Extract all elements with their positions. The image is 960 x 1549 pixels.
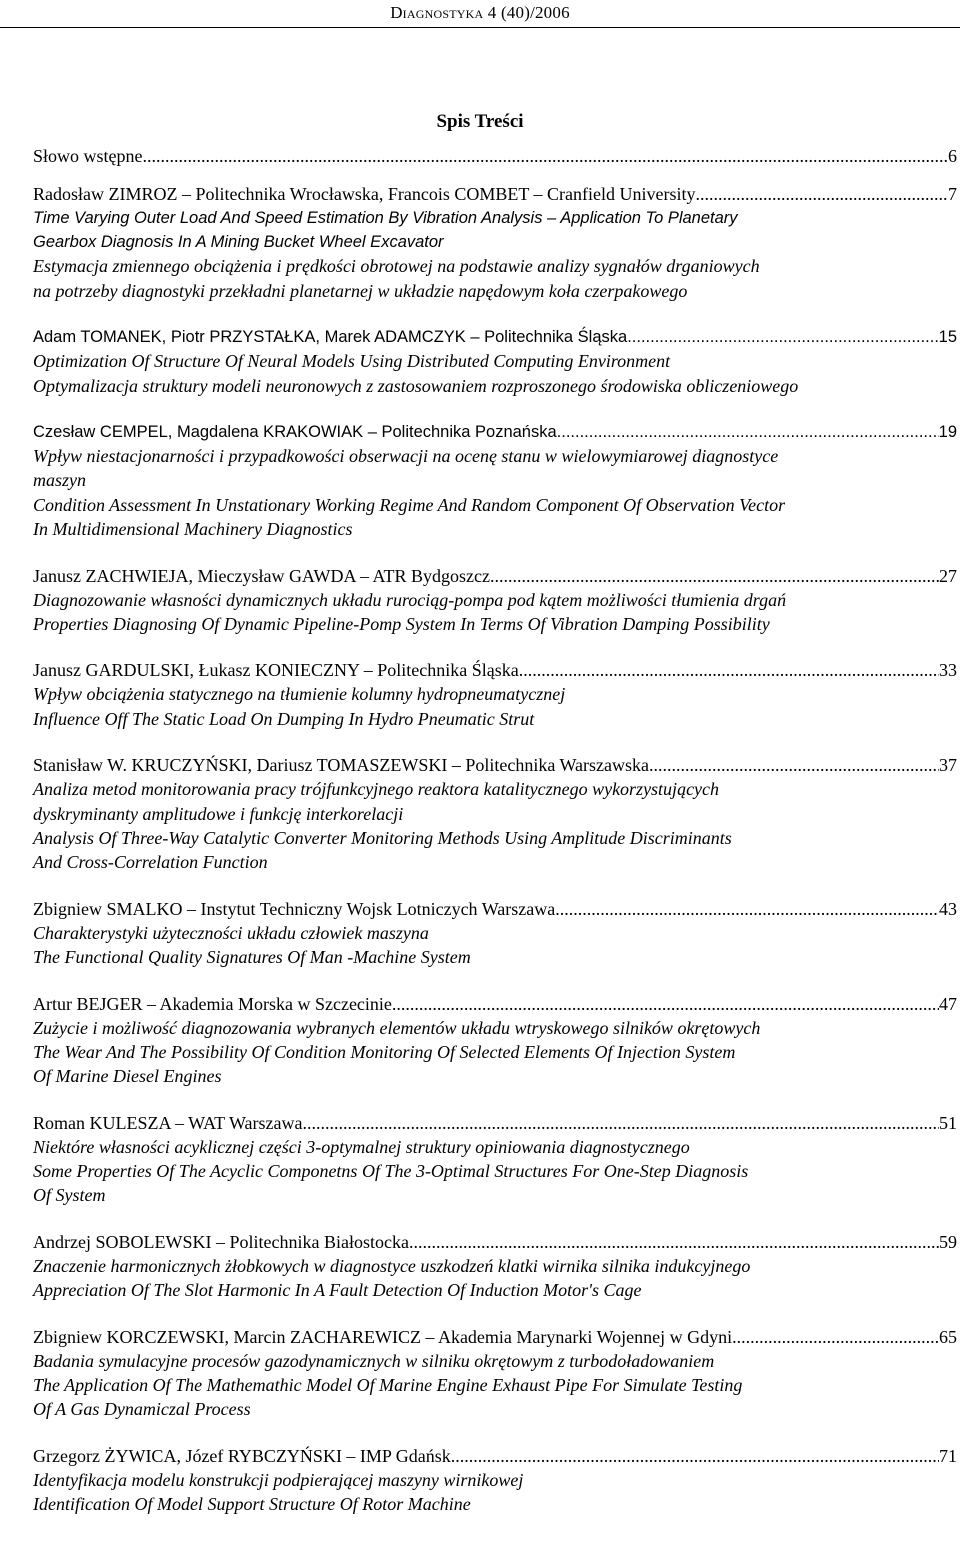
toc-entry-authors: Czesław CEMPEL, Magdalena KRAKOWIAK – Politechnika Poznańska xyxy=(33,423,557,442)
toc-entry-title-line: Zużycie i możliwość diagnozowania wybranych elementów układu wtryskowego silników okrętowych xyxy=(33,1017,761,1038)
dot-leader xyxy=(732,1325,939,1349)
toc-entry-title-line: Time Varying Outer Load And Speed Estimation By Vibration Analysis – Application To Planetary xyxy=(33,209,738,227)
toc-entry-title-line: Properties Diagnosing Of Dynamic Pipeline-Pomp System In Terms Of Vibration Damping Possibility xyxy=(33,613,770,634)
toc-entry-title-line: Appreciation Of The Slot Harmonic In A Fault Detection Of Induction Motor's Cage xyxy=(33,1279,642,1300)
toc-entry-page-number: 33 xyxy=(939,660,957,681)
toc-entry-heading[interactable] xyxy=(33,658,957,682)
toc-entry-title-line: The Application Of The Mathemathic Model Of Marine Engine Exhaust Pipe For Simulate Testing xyxy=(33,1374,743,1395)
toc-entry-title-line: Wpływ niestacjonarności i przypadkowości obserwacji na ocenę stanu w wielowymiarowej diagnostyce xyxy=(33,446,779,467)
dot-leader xyxy=(627,325,938,349)
toc-entry xyxy=(33,1444,957,1516)
toc-entry-title-line: Influence Off The Static Load On Dumping In Hydro Pneumatic Strut xyxy=(33,708,535,729)
toc-entry-heading[interactable] xyxy=(33,753,957,777)
toc-entry-heading[interactable] xyxy=(33,182,957,206)
toc-entry-authors: Stanisław W. KRUCZYŃSKI, Dariusz TOMASZEWSKI – Politechnika Warszawska xyxy=(33,755,649,776)
toc-entry-heading[interactable] xyxy=(33,1230,957,1254)
toc-entry-heading[interactable] xyxy=(33,564,957,588)
toc-entry-heading[interactable] xyxy=(33,1444,957,1468)
toc-entry-page-number: 7 xyxy=(948,184,957,204)
dot-leader xyxy=(557,420,939,444)
toc-entry-title-line: Some Properties Of The Acyclic Componetns Of The 3-Optimal Structures For One-Step Diagnosis xyxy=(33,1160,749,1181)
toc-entry-heading[interactable] xyxy=(33,144,957,168)
toc-entry-title-line: Badania symulacyjne procesów gazodynamicznych w silniku okrętowym z turbodoładowaniem xyxy=(33,1350,715,1371)
toc-entry-title-line: And Cross-Correlation Function xyxy=(33,851,268,872)
toc-entry-title-line: Of A Gas Dynamiczal Process xyxy=(33,1399,251,1420)
toc-entry xyxy=(33,182,957,303)
toc-entry-authors: Janusz GARDULSKI, Łukasz KONIECZNY – Politechnika Śląska xyxy=(33,660,519,681)
toc-entry-authors: Roman KULESZA – WAT Warszawa xyxy=(33,1112,303,1133)
toc-entry-heading[interactable] xyxy=(33,325,957,349)
toc-entry-title-line: Estymacja zmiennego obciążenia i prędkości obrotowej na podstawie analizy sygnałów drganiowych xyxy=(33,256,760,277)
dot-leader xyxy=(392,992,939,1016)
toc-entry-title-line: Identyfikacja modelu konstrukcji podpierającej maszyny wirnikowej xyxy=(33,1469,524,1490)
toc-entry-authors: Andrzej SOBOLEWSKI – Politechnika Białostocka xyxy=(33,1231,409,1252)
toc-entry-title-line: Wpływ obciążenia statycznego na tłumienie kolumny hydropneumatycznej xyxy=(33,684,566,705)
toc-entry-page-number: 51 xyxy=(939,1112,957,1133)
toc-entry-title-line: Optymalizacja struktury modeli neuronowych z zastosowaniem rozproszonego środowiska obliczeniowego xyxy=(33,375,799,396)
toc-entry-page-number: 43 xyxy=(939,898,957,919)
dot-leader xyxy=(143,144,949,168)
toc-entry xyxy=(33,144,957,168)
toc-entry-title-line: The Wear And The Possibility Of Condition Monitoring Of Selected Elements Of Injection System xyxy=(33,1041,736,1062)
toc-entry-authors: Adam TOMANEK, Piotr PRZYSTAŁKA, Marek ADAMCZYK – Politechnika Śląska xyxy=(33,328,628,347)
toc-entry-title-line: The Functional Quality Signatures Of Man -Machine System xyxy=(33,946,471,967)
toc-entry-authors: Zbigniew SMALKO – Instytut Techniczny Wojsk Lotniczych Warszawa xyxy=(33,898,556,919)
toc-entry-authors: Zbigniew KORCZEWSKI, Marcin ZACHAREWICZ – Akademia Marynarki Wojennej w Gdyni xyxy=(33,1326,733,1347)
toc-entry-title-line: Znaczenie harmonicznych żłobkowych w diagnostyce uszkodzeń klatki wirnika silnika indukcyjnego xyxy=(33,1255,751,1276)
dot-leader xyxy=(409,1230,939,1254)
dot-leader xyxy=(303,1111,939,1135)
toc-entry-heading[interactable] xyxy=(33,1325,957,1349)
toc-entry-authors: Artur BEJGER – Akademia Morska w Szczecinie xyxy=(33,993,392,1014)
toc-entry-page-number: 59 xyxy=(939,1231,957,1252)
toc-entry xyxy=(33,1230,957,1302)
dot-leader xyxy=(555,897,939,921)
toc-entry-title-line: Of Marine Diesel Engines xyxy=(33,1065,222,1086)
toc-entry-page-number: 19 xyxy=(938,423,957,442)
running-header: Diagnostyka 4 (40)/2006 xyxy=(390,3,570,22)
toc-entry xyxy=(33,1111,957,1208)
toc-entry-title-line: dyskryminanty amplitudowe i funkcję interkorelacji xyxy=(33,803,404,824)
toc-entry-page-number: 37 xyxy=(939,755,957,776)
toc-entry-page-number: 47 xyxy=(939,993,957,1014)
toc-entry-heading[interactable] xyxy=(33,420,957,444)
toc-entry-title-line: Analiza metod monitorowania pracy trójfunkcyjnego reaktora katalitycznego wykorzystujących xyxy=(33,779,720,800)
toc-entry xyxy=(33,420,957,541)
toc-entry-page-number: 27 xyxy=(939,565,957,586)
toc-entry-title-line: In Multidimensional Machinery Diagnostics xyxy=(33,518,353,539)
toc-entry-heading[interactable] xyxy=(33,1111,957,1135)
toc-entry xyxy=(33,658,957,730)
table-of-contents xyxy=(33,144,957,1539)
toc-entry-page-number: 71 xyxy=(939,1445,957,1466)
toc-entry-heading[interactable] xyxy=(33,897,957,921)
toc-entry-authors: Radosław ZIMROZ – Politechnika Wrocławska, Francois COMBET – Cranfield University xyxy=(33,184,696,204)
toc-entry-title-line: maszyn xyxy=(33,470,86,491)
toc-entry-authors: Janusz ZACHWIEJA, Mieczysław GAWDA – ATR Bydgoszcz xyxy=(33,565,490,586)
toc-entry-title-line: Of System xyxy=(33,1185,106,1206)
dot-leader xyxy=(490,564,939,588)
dot-leader xyxy=(696,182,948,206)
toc-entry xyxy=(33,992,957,1089)
toc-title: Spis Treści xyxy=(436,111,524,132)
toc-entry-title-line: Niektóre własności acyklicznej części 3-optymalnej struktury opiniowania diagnostycznego xyxy=(33,1136,690,1157)
toc-entry-authors: Słowo wstępne xyxy=(33,146,143,166)
toc-entry-heading[interactable] xyxy=(33,992,957,1016)
dot-leader xyxy=(519,658,939,682)
toc-entry-page-number: 15 xyxy=(938,328,957,347)
toc-entry-title-line: Charakterystyki użyteczności układu człowiek maszyna xyxy=(33,922,429,943)
toc-entry-title-line: na potrzeby diagnostyki przekładni planetarnej w układzie napędowym koła czerpakowego xyxy=(33,280,688,301)
toc-entry-page-number: 65 xyxy=(939,1326,957,1347)
toc-entry xyxy=(33,753,957,874)
toc-entry-title-line: Diagnozowanie własności dynamicznych układu rurociąg-pompa pod kątem możliwości tłumienia drgań xyxy=(33,589,787,610)
toc-entry-title-line: Identification Of Model Support Structure Of Rotor Machine xyxy=(33,1494,471,1514)
toc-entry-authors: Grzegorz ŻYWICA, Józef RYBCZYŃSKI – IMP Gdańsk xyxy=(33,1445,451,1466)
toc-entry xyxy=(33,325,957,397)
dot-leader xyxy=(451,1444,939,1468)
toc-entry-title-line: Analysis Of Three-Way Catalytic Converter Monitoring Methods Using Amplitude Discriminants xyxy=(33,827,732,848)
toc-entry-title-line: Condition Assessment In Unstationary Working Regime And Random Component Of Observation Vector xyxy=(33,494,786,515)
header-rule xyxy=(0,27,960,28)
dot-leader xyxy=(649,753,939,777)
toc-entry xyxy=(33,564,957,636)
toc-entry-title-line: Optimization Of Structure Of Neural Models Using Distributed Computing Environment xyxy=(33,351,671,372)
toc-entry-title-line: Gearbox Diagnosis In A Mining Bucket Wheel Excavator xyxy=(33,233,444,252)
toc-entry-page-number: 6 xyxy=(948,146,957,166)
toc-entry xyxy=(33,1325,957,1422)
toc-entry xyxy=(33,897,957,969)
